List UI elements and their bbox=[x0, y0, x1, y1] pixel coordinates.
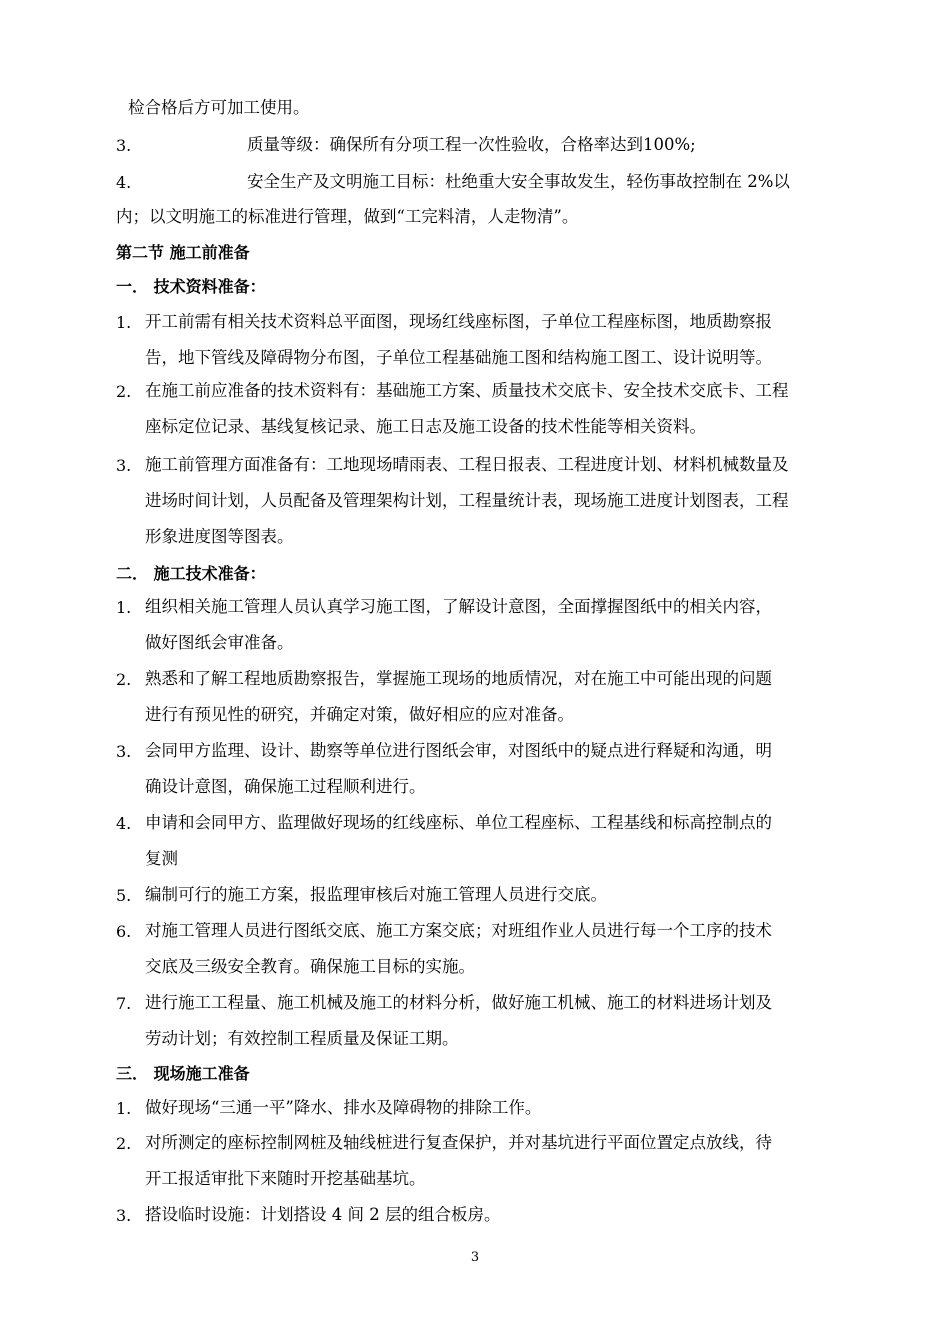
list-number: 2. bbox=[116, 670, 132, 689]
part1-heading: 一． 技术资料准备： bbox=[116, 277, 266, 296]
list-number: 3. bbox=[116, 1206, 132, 1225]
page-number: 3 bbox=[470, 1250, 480, 1265]
list-number: 3. bbox=[116, 456, 132, 475]
list-item-text: 组织相关施工管理人员认真学习施工图，了解设计意图，全面撑握图纸中的相关内容， bbox=[145, 597, 772, 616]
list-item-text: 在施工前应准备的技术资料有：基础施工方案、质量技术交底卡、安全技术交底卡、工程 bbox=[145, 381, 789, 400]
list-item-text-cont: 告，地下管线及障碍物分布图，子单位工程基础施工图和结构施工图工、设计说明等。 bbox=[145, 348, 772, 367]
list-item-text-cont: 形象进度图等图表。 bbox=[145, 527, 294, 546]
list-item-text: 施工前管理方面准备有：工地现场晴雨表、工程日报表、工程进度计划、材料机械数量及 bbox=[145, 455, 789, 474]
list-number: 1. bbox=[116, 1099, 132, 1118]
list-number: 3. bbox=[116, 742, 132, 761]
quality-grade-text: 质量等级：确保所有分项工程一次性验收，合格率达到100%; bbox=[247, 135, 696, 154]
list-item-text: 进行施工工程量、施工机械及施工的材料分析，做好施工机械、施工的材料进场计划及 bbox=[145, 993, 772, 1012]
list-number: 6. bbox=[116, 922, 132, 941]
list-item-text: 申请和会同甲方、监理做好现场的红线座标、单位工程座标、工程基线和标高控制点的 bbox=[145, 813, 772, 832]
list-number: 2. bbox=[116, 382, 132, 401]
list-item-text: 开工前需有相关技术资料总平面图，现场红线座标图，子单位工程座标图，地质勘察报 bbox=[145, 312, 772, 331]
list-item-text-cont: 进场时间计划，人员配备及管理架构计划，工程量统计表，现场施工进度计划图表，工程 bbox=[145, 491, 789, 510]
list-item-text-cont: 复测 bbox=[145, 849, 178, 868]
list-item-text: 会同甲方监理、设计、勘察等单位进行图纸会审，对图纸中的疑点进行释疑和沟通，明 bbox=[145, 741, 772, 760]
list-item-text: 对施工管理人员进行图纸交底、施工方案交底；对班组作业人员进行每一个工序的技术 bbox=[145, 921, 772, 940]
list-item-text-cont: 确设计意图，确保施工过程顺利进行。 bbox=[145, 777, 426, 796]
list-item-text: 熟悉和了解工程地质勘察报告，掌握施工现场的地质情况，对在施工中可能出现的问题 bbox=[145, 669, 772, 688]
list-item-text-cont: 交底及三级安全教育。确保施工目标的实施。 bbox=[145, 957, 475, 976]
list-item-text: 编制可行的施工方案，报监理审核后对施工管理人员进行交底。 bbox=[145, 885, 607, 904]
list-number: 1. bbox=[116, 598, 132, 617]
list-item-text: 搭设临时设施：计划搭设 4 间 2 层的组合板房。 bbox=[145, 1205, 501, 1224]
list-number: 7. bbox=[116, 994, 132, 1013]
list-number: 4. bbox=[116, 814, 132, 833]
section-title: 第二节 施工前准备 bbox=[116, 243, 250, 262]
list-item-text: 做好现场“三通一平”降水、排水及障碍物的排除工作。 bbox=[145, 1098, 542, 1117]
list-item-text-cont: 劳动计划；有效控制工程质量及保证工期。 bbox=[145, 1029, 459, 1048]
safety-goal-text-cont: 内；以文明施工的标准进行管理，做到“工完料清，人走物清”。 bbox=[116, 207, 579, 226]
list-number: 1. bbox=[116, 313, 132, 332]
list-item-text-cont: 座标定位记录、基线复核记录、施工日志及施工设备的技术性能等相关资料。 bbox=[145, 417, 706, 436]
list-number: 4. bbox=[116, 173, 132, 192]
continuation-text: 检合格后方可加工使用。 bbox=[128, 98, 310, 117]
list-number: 3. bbox=[116, 136, 132, 155]
list-number: 5. bbox=[116, 886, 132, 905]
list-item-text-cont: 开工报适审批下来随时开挖基础基坑。 bbox=[145, 1169, 426, 1188]
list-item-text-cont: 进行有预见性的研究，并确定对策，做好相应的应对准备。 bbox=[145, 705, 574, 724]
list-item-text: 对所测定的座标控制网桩及轴线桩进行复查保护，并对基坑进行平面位置定点放线，待 bbox=[145, 1133, 772, 1152]
list-item-text-cont: 做好图纸会审准备。 bbox=[145, 633, 294, 652]
part2-heading: 二． 施工技术准备： bbox=[116, 564, 266, 583]
list-number: 2. bbox=[116, 1134, 132, 1153]
part3-heading: 三． 现场施工准备 bbox=[116, 1064, 250, 1083]
safety-goal-text: 安全生产及文明施工目标：杜绝重大安全事故发生，轻伤事故控制在 2%以 bbox=[247, 172, 790, 191]
